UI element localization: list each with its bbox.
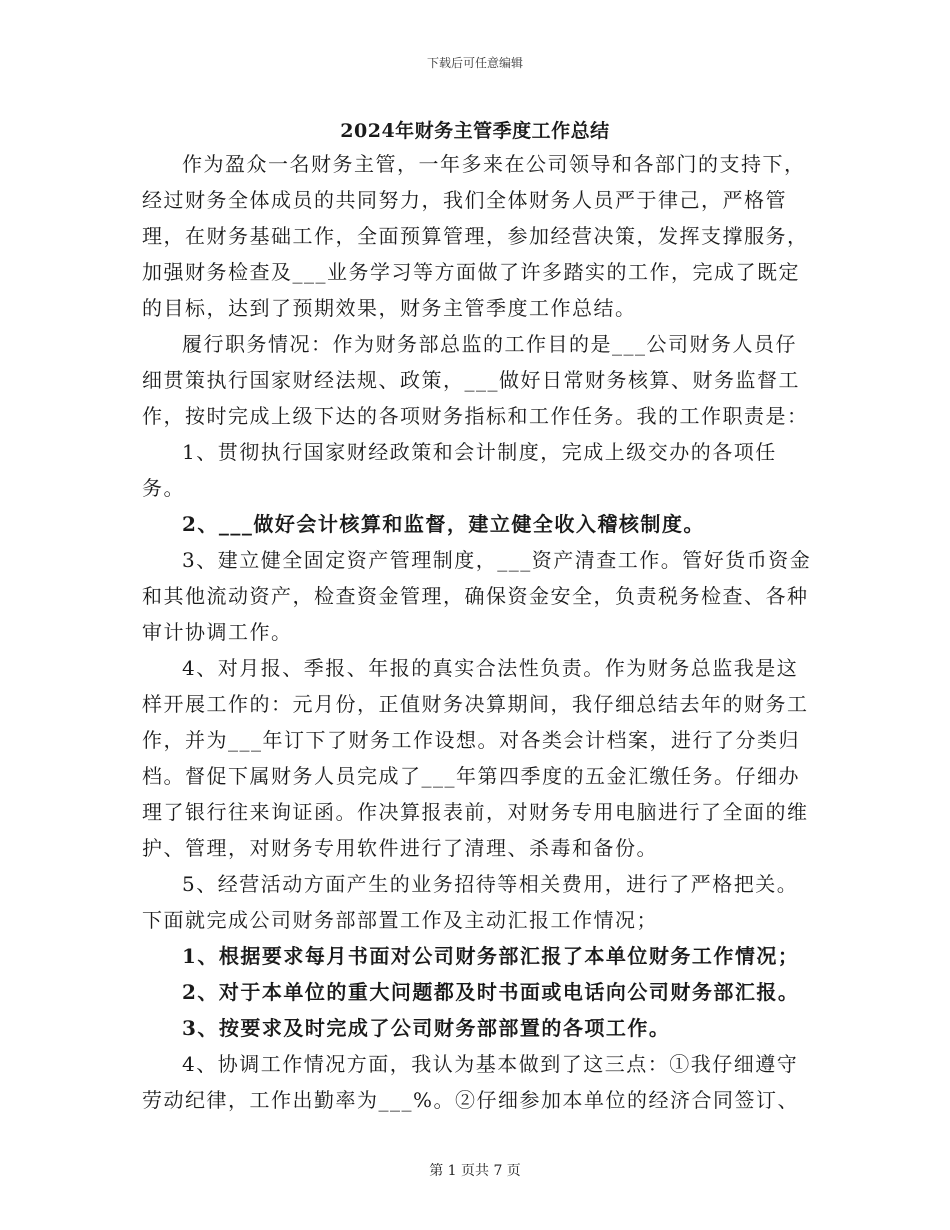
paragraph-duties: 履行职务情况：作为财务部总监的工作目的是___公司财务人员仔细贯策执行国家财经法规、政策，___做好日常财务核算、财务监督工作，按时完成上级下达的各项财务指标和工作任务。我的工作职责是： [142, 332, 809, 428]
page-header: 下载后可任意编辑 [426, 56, 523, 70]
document-body [142, 146, 812, 1118]
paragraph-item-3: 3、建立健全固定资产管理制度，___资产清查工作。管好货币资金和其他流动资产，检查资金管理，确保资金安全，负责税务检查、各种审计协调工作。 [142, 548, 812, 644]
paragraph-coordination: 4、协调工作情况方面，我认为基本做到了这三点：①我仔细遵守劳动纪律，工作出勤率为___%。②仔细参加本单位的经济合同签订、 [142, 1052, 800, 1112]
page-footer: 第 1 页共 7 页 [429, 1163, 521, 1179]
paragraph-intro: 作为盈众一名财务主管，一年多来在公司领导和各部门的支持下，经过财务全体成员的共同努力，我们全体财务人员严于律己，严格管理，在财务基础工作，全面预算管理，参加经营决策，发挥支撑服务，加强财务检查及___业务学习等方面做了许多踏实的工作，完成了既定的目标，达到了预期效果，财务主管季度工作总结。 [142, 152, 809, 320]
paragraph-report-2: 2、对于本单位的重大问题都及时书面或电话向公司财务部汇报。 [182, 980, 800, 1004]
paragraph-item-4: 4、对月报、季报、年报的真实合法性负责。作为财务总监我是这样开展工作的：元月份，正值财务决算期间，我仔细总结去年的财务工作，并为___年订下了财务工作设想。对各类会计档案，进行了分类归档。督促下属财务人员完成了___年第四季度的五金汇缴任务。仔细办理了银行往来询证函。作决算报表前，对财务专用电脑进行了全面的维护、管理，对财务专用软件进行了清理、杀毒和备份。 [142, 656, 809, 860]
document-title: 2024年财务主管季度工作总结 [340, 120, 610, 142]
paragraph-item-5: 5、经营活动方面产生的业务招待等相关费用，进行了严格把关。下面就完成公司财务部部置工作及主动汇报工作情况； [142, 872, 799, 932]
paragraph-report-1: 1、根据要求每月书面对公司财务部汇报了本单位财务工作情况； [182, 944, 800, 968]
paragraph-item-1: 1、贯彻执行国家财经政策和会计制度，完成上级交办的各项任务。 [142, 440, 777, 500]
paragraph-item-2: 2、___做好会计核算和监督，建立健全收入稽核制度。 [182, 512, 705, 536]
paragraph-report-3: 3、按要求及时完成了公司财务部部置的各项工作。 [182, 1016, 671, 1040]
